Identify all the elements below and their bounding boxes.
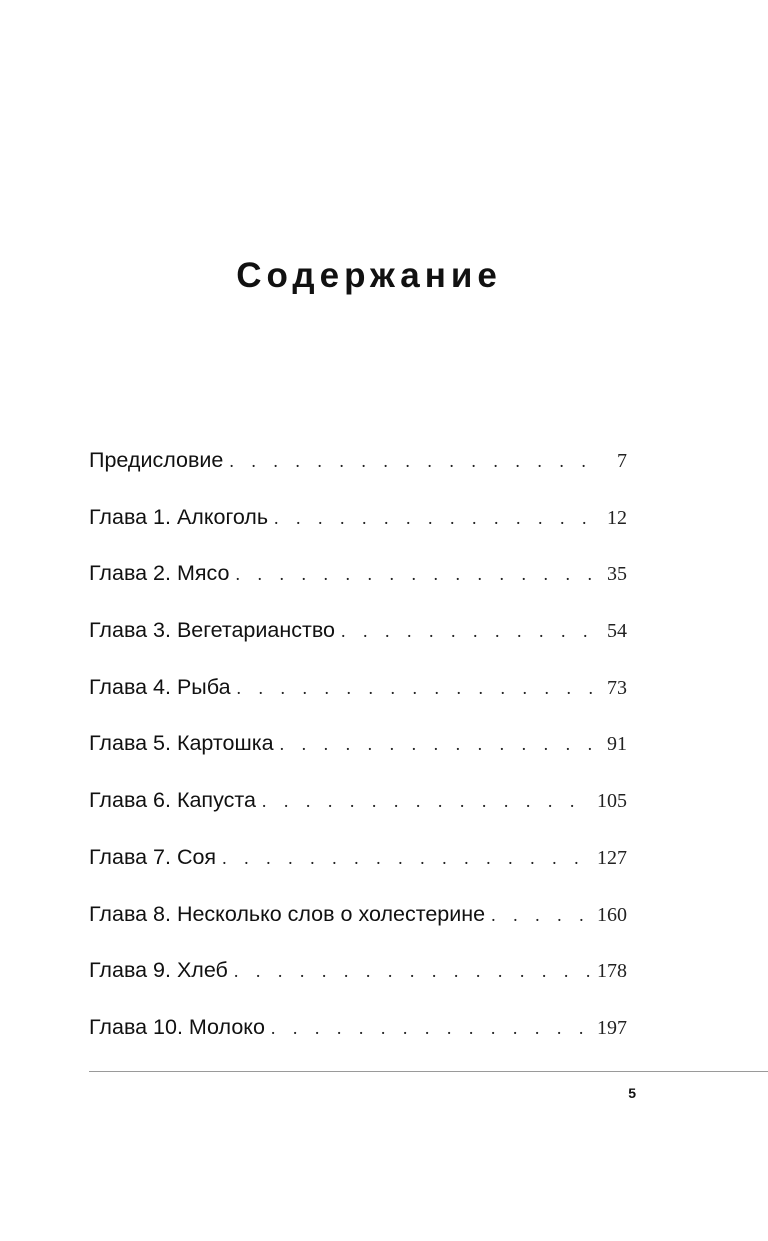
dot-leader	[256, 784, 593, 818]
dot-leader	[265, 1011, 593, 1045]
toc-entry-page: 197	[597, 1016, 627, 1039]
toc-entry-label: Глава 6. Капуста	[89, 788, 256, 813]
dot-leader	[268, 501, 593, 535]
toc-entry-chapter-5[interactable]	[89, 726, 627, 783]
toc-entry-page: 7	[617, 450, 627, 472]
toc-entry-page: 127	[597, 846, 627, 869]
page-title: Содержание	[236, 256, 502, 295]
toc-entry-page: 35	[607, 563, 627, 586]
toc-entry-page: 73	[607, 676, 627, 699]
toc-entry-page: 160	[597, 903, 627, 926]
dot-leader	[229, 557, 593, 591]
dot-leader	[223, 444, 593, 478]
toc-entry-label: Глава 3. Вегетарианство	[89, 618, 335, 643]
toc-entry-label: Глава 9. Хлеб	[89, 958, 228, 983]
toc-entry-label: Глава 4. Рыба	[89, 674, 231, 699]
toc-entry-page: 54	[607, 620, 627, 643]
dot-leader	[335, 614, 593, 648]
toc-entry-chapter-2[interactable]	[89, 556, 627, 613]
toc-entry-chapter-9[interactable]	[89, 953, 627, 1010]
dot-leader	[274, 727, 593, 761]
dot-leader	[485, 898, 593, 932]
toc-entry-chapter-8[interactable]	[89, 897, 627, 954]
toc-entry-preface[interactable]	[89, 443, 627, 500]
toc-entry-label: Глава 7. Соя	[89, 844, 217, 869]
dot-leader	[228, 954, 593, 988]
toc-entry-chapter-7[interactable]	[89, 840, 627, 897]
toc-entry-label: Глава 1. Алкоголь	[89, 504, 269, 529]
toc-entry-chapter-10[interactable]	[89, 1010, 627, 1067]
toc-entry-chapter-6[interactable]	[89, 783, 627, 840]
toc-entry-label: Глава 2. Мясо	[89, 561, 230, 586]
toc-entry-label: Глава 8. Несколько слов о холестерине	[89, 901, 486, 926]
toc-entry-chapter-3[interactable]	[89, 613, 627, 670]
toc-entry-chapter-4[interactable]	[89, 670, 627, 727]
toc-entry-chapter-1[interactable]	[89, 500, 627, 557]
toc-entry-label: Глава 10. Молоко	[89, 1014, 265, 1039]
toc-entry-label: Глава 5. Картошка	[89, 731, 274, 756]
page-number: 5	[628, 1085, 636, 1101]
table-of-contents	[89, 443, 627, 1067]
toc-entry-page: 105	[597, 790, 627, 813]
dot-leader	[216, 841, 593, 875]
footer-divider	[89, 1071, 768, 1072]
toc-entry-page: 91	[607, 733, 627, 756]
toc-entry-label: Предисловие	[89, 448, 224, 472]
toc-entry-page: 12	[607, 506, 627, 529]
dot-leader	[231, 671, 593, 705]
toc-entry-page: 178	[597, 960, 627, 983]
